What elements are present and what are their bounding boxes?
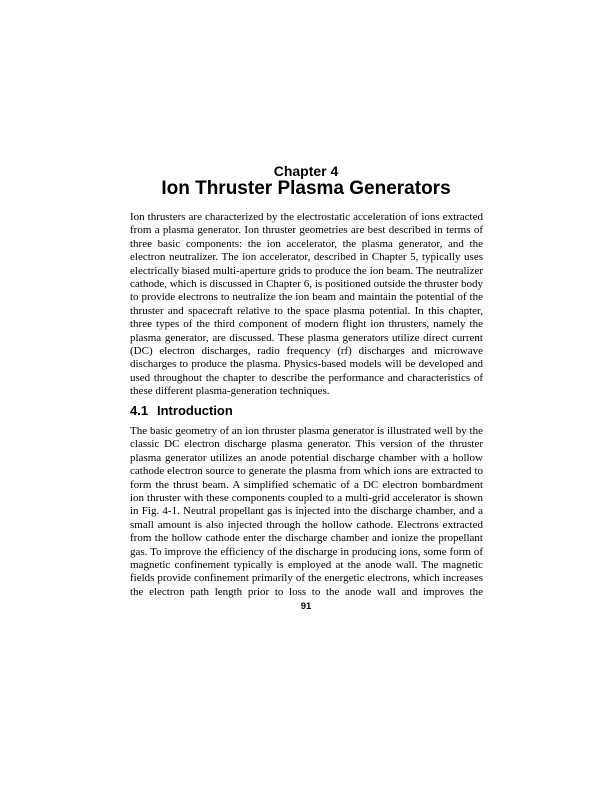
text-line: used throughout the chapter to describe the performance and characteristics of <box>130 371 483 384</box>
text-line: electron neutralizer. The ion accelerator, described in Chapter 5, typically uses <box>130 251 483 264</box>
text-line: magnetic confinement typically is employed at the anode wall. The magnetic <box>130 558 483 571</box>
text-line: (DC) electron discharges, radio frequency (rf) discharges and microwave <box>130 344 483 357</box>
text-line: the electron path length prior to loss to the anode wall and improves the <box>130 585 483 598</box>
section-title: Introduction <box>157 403 233 418</box>
text-line: these different plasma-generation techniques. <box>130 385 330 398</box>
text-line: discharges to produce the plasma. Physics-based models will be developed and <box>130 358 483 371</box>
page-number: 91 <box>300 601 312 612</box>
chapter-label: Chapter 4 <box>273 163 339 179</box>
text-line: ion thruster with these components coupled to a multi-grid accelerator is shown <box>130 491 483 504</box>
text-line: from a plasma generator. Ion thruster geometries are best described in terms of <box>130 224 483 237</box>
text-line: electrically biased multi-aperture grids to produce the ion beam. The neutralizer <box>130 264 483 277</box>
text-line: fields provide confinement primarily of the energetic electrons, which increases <box>130 572 483 585</box>
text-line: cathode, which is discussed in Chapter 6, is positioned outside the thruster body <box>130 277 483 290</box>
chapter-title: Ion Thruster Plasma Generators <box>161 178 451 199</box>
text-line: from the hollow cathode enter the discharge chamber and ionize the propellant <box>130 532 483 545</box>
text-line: small amount is also injected through the hollow cathode. Electrons extracted <box>130 518 483 531</box>
text-line: The basic geometry of an ion thruster plasma generator is illustrated well by the <box>130 425 483 437</box>
text-line: Ion thrusters are characterized by the electrostatic acceleration of ions extracted <box>130 211 483 223</box>
intro-paragraph <box>130 211 483 398</box>
section-paragraph <box>130 425 483 599</box>
text-line: three types of the third component of modern flight ion thrusters, namely the <box>130 318 483 331</box>
section-number: 4.1 <box>130 403 149 418</box>
text-line: three basic components: the ion accelerator, the plasma generator, and the <box>130 237 483 250</box>
text-line: gas. To improve the efficiency of the discharge in producing ions, some form of <box>130 545 483 558</box>
text-line: plasma generator, are discussed. These plasma generators utilize direct current <box>130 331 483 344</box>
text-line: thruster and spacecraft relative to the space plasma potential. In this chapter, <box>130 304 483 317</box>
text-line: cathode electron source to generate the plasma from which ions are extracted to <box>130 465 483 478</box>
text-line: form the thrust beam. A simplified schematic of a DC electron bombardment <box>130 478 483 491</box>
text-line: plasma generator utilizes an anode potential discharge chamber with a hollow <box>130 451 483 464</box>
section-heading <box>130 403 233 419</box>
text-line: classic DC electron discharge plasma generator. This version of the thruster <box>130 438 483 451</box>
text-line: to provide electrons to neutralize the ion beam and maintain the potential of the <box>130 291 483 304</box>
text-line: in Fig. 4-1. Neutral propellant gas is injected into the discharge chamber, and a <box>130 505 483 518</box>
